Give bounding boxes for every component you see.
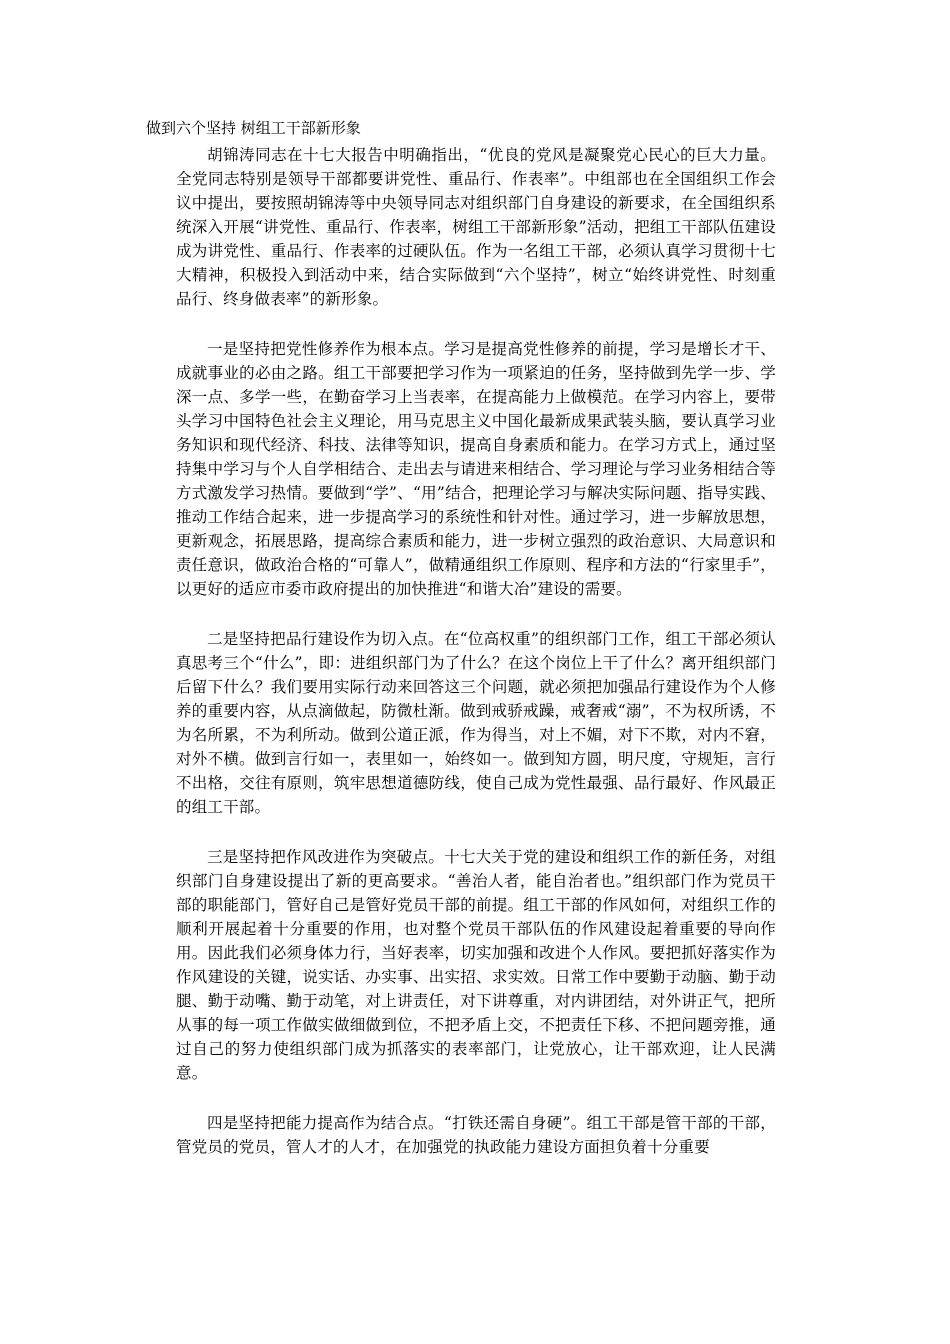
paragraph-point-2: 二是坚持把品行建设作为切入点。在“位高权重”的组织部门工作，组工干部必须认真思考三个“什么”，即：进组织部门为了什么？在这个岗位上干了什么？离开组织部门后留下什么？我们要用实际行动来回答这三个问题，就必须把加强品行建设作为个人修养的重要内容，从点滴做起，防微杜渐。做到戒骄戒躁，戒奢戒“溺”，不为权所诱，不为名所累，不为利所动。做到公道正派，作为得当，对上不媚，对下不欺，对内不窘，对外不横。做到言行如一，表里如一，始终如一。做到知方圆，明尺度，守规矩，言行不出格，交往有原则，筑牢思想道德防线，使自己成为党性最强、品行最好、作风最正的组工干部。 [176, 630, 776, 816]
paragraph-point-4: 四是坚持把能力提高作为结合点。“打铁还需自身硬”。组工干部是管干部的干部，管党员的党员，管人才的人才，在加强党的执政能力建设方面担负着十分重要 [176, 1114, 776, 1156]
paragraph-point-3: 三是坚持把作风改进作为突破点。十七大关于党的建设和组织工作的新任务，对组织部门自身建设提出了新的更高要求。“善治人者，能自治者也。”组织部门作为党员干部的职能部门，管好自己是管好党员干部的前提。组工干部的作风如何，对组织工作的顺利开展起着十分重要的作用，也对整个党员干部队伍的作风建设起着重要的导向作用。因此我们必须身体力行，当好表率，切实加强和改进个人作风。要把抓好落实作为作风建设的关键，说实话、办实事、出实招、求实效。日常工作中要勤于动脑、勤于动腿、勤于动嘴、勤于动笔，对上讲责任，对下讲尊重，对内讲团结，对外讲正气，把所从事的每一项工作做实做细做到位，不把矛盾上交，不把责任下移、不把问题旁推，通过自己的努力使组织部门成为抓落实的表率部门，让党放心，让干部欢迎，让人民满意。 [176, 848, 776, 1082]
paragraph-point-1: 一是坚持把党性修养作为根本点。学习是提高党性修养的前提，学习是增长才干、成就事业的必由之路。组工干部要把学习作为一项紧迫的任务，坚持做到先学一步、学深一点、多学一些，在勤奋学习上当表率，在提高能力上做模范。在学习内容上，要带头学习中国特色社会主义理论，用马克思主义中国化最新成果武装头脑，要认真学习业务知识和现代经济、科技、法律等知识，提高自身素质和能力。在学习方式上，通过坚持集中学习与个人自学相结合、走出去与请进来相结合、学习理论与学习业务相结合等方式激发学习热情。要做到“学”、“用”结合，把理论学习与解决实际问题、指导实践、推动工作结合起来，进一步提高学习的系统性和针对性。通过学习，进一步解放思想，更新观念，拓展思路，提高综合素质和能力，进一步树立强烈的政治意识、大局意识和责任意识，做政治合格的“可靠人”，做精通组织工作原则、程序和方法的“行家里手”，以更好的适应市委市政府提出的加快推进“和谐大冶”建设的需要。 [176, 340, 776, 598]
document-body [176, 143, 776, 1185]
paragraph-intro: 胡锦涛同志在十七大报告中明确指出，“优良的党风是凝聚党心民心的巨大力量。全党同志特别是领导干部都要讲党性、重品行、作表率”。中组部也在全国组织工作会议中提出，要按照胡锦涛等中央领导同志对组织部门自身建设的新要求，在全国组织系统深入开展“讲党性、重品行、作表率，树组工干部新形象”活动，把组工干部队伍建设成为讲党性、重品行、作表率的过硬队伍。作为一名组工干部，必须认真学习贯彻十七大精神，积极投入到活动中来，结合实际做到“六个坚持”，树立“始终讲党性、时刻重品行、终身做表率”的新形象。 [176, 146, 776, 308]
document-title: 做到六个坚持 树组工干部新形象 [146, 119, 361, 137]
